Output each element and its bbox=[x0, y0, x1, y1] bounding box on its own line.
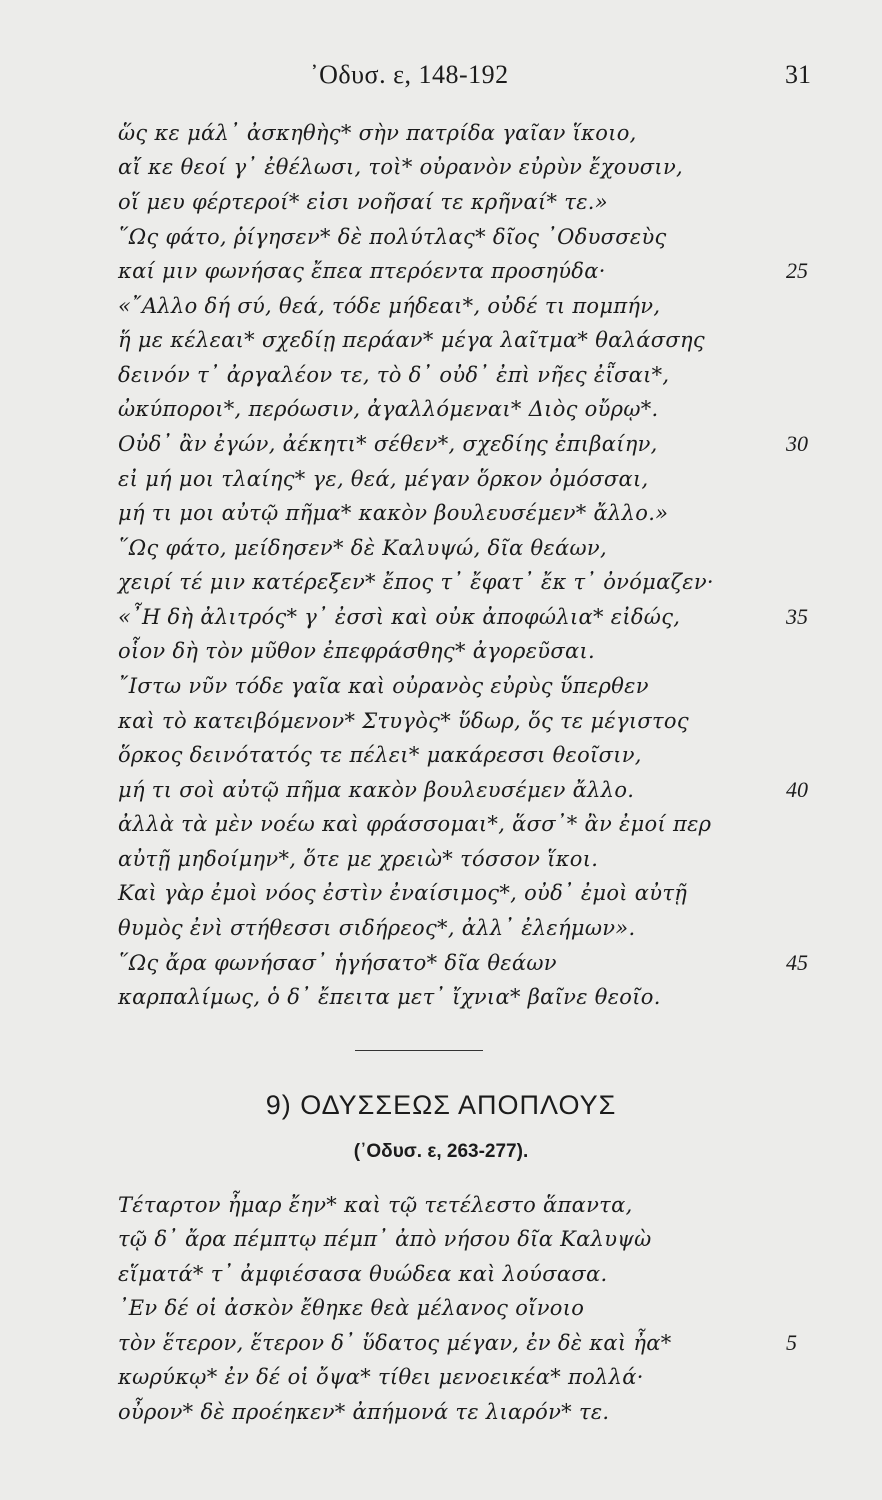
verse-line: ἀλλὰ τὰ μὲν νοέω καὶ φράσσομαι*, ἅσσ᾿* ἂν ἐμοί περ bbox=[118, 812, 712, 836]
verse-line: ῞Ως φάτο, ῥίγησεν* δὲ πολύτλας* δῖος ᾿Οδυσσεὺς bbox=[118, 225, 667, 249]
verse-line: αὐτῇ μηδοίμην*, ὅτε με χρειὼ* τόσσον ἵκοι. bbox=[118, 847, 599, 871]
verse-line: «῎Αλλο δή σύ, θεά, τόδε μήδεαι*, οὐδέ τι πομπήν, bbox=[118, 294, 661, 318]
verse-line: δεινόν τ᾿ ἀργαλέον τε, τὸ δ᾿ οὐδ᾿ ἐπὶ νῆες ἐῗσαι*, bbox=[118, 363, 670, 387]
verse-line: χειρί τέ μιν κατέρεξεν* ἔπος τ᾿ ἔφατ᾿ ἔκ τ᾿ ὀνόμαζεν· bbox=[118, 570, 714, 594]
line-number: 45 bbox=[786, 950, 808, 975]
verse-line: μή τι σοὶ αὐτῷ πῆμα κακὸν βουλευσέμεν ἄλλο. bbox=[118, 778, 635, 802]
verse-line: ὠκύποροι*, περόωσιν, ἀγαλλόμεναι* Διὸς οὔρῳ*. bbox=[118, 397, 659, 421]
line-number: 25 bbox=[786, 258, 808, 283]
line-number: 40 bbox=[786, 777, 808, 802]
verse-line: θυμὸς ἐνὶ στήθεσσι σιδήρεος*, ἀλλ᾿ ἐλεήμων». bbox=[118, 916, 636, 940]
section-heading: 9) ΟΔΥΣΣΕΩΣ ΑΠΟΠΛΟΥΣ bbox=[265, 1090, 617, 1120]
verse-line: «῏Η δὴ ἀλιτρός* γ᾿ ἐσσὶ καὶ οὐκ ἀποφώλια* εἰδώς, bbox=[118, 605, 681, 629]
line-number: 5 bbox=[786, 1330, 797, 1355]
verse-line: καί μιν φωνήσας ἔπεα πτερόεντα προσηύδα· bbox=[118, 259, 606, 283]
verse-line: καὶ τὸ κατειβόμενον* Στυγὸς* ὕδωρ, ὅς τε μέγιστος bbox=[118, 709, 689, 733]
verse-line: Καὶ γὰρ ἐμοὶ νόος ἐστὶν ἐναίσιμος*, οὐδ᾿ ἐμοὶ αὐτῇ bbox=[118, 881, 688, 905]
verse-line: Οὐδ᾿ ἂν ἐγών, ἀέκητι* σέθεν*, σχεδίης ἐπιβαίην, bbox=[118, 432, 658, 456]
verse-line: ἥ με κέλεαι* σχεδίῃ περάαν* μέγα λαῖτμα* θαλάσσης bbox=[118, 328, 705, 352]
verse-line: ῞Ως ἄρα φωνήσασ᾿ ἡγήσατο* δῖα θεάων bbox=[118, 951, 557, 975]
verse-line: τὸν ἕτερον, ἕτερον δ᾿ ὕδατος μέγαν, ἐν δὲ καὶ ἦα* bbox=[118, 1331, 672, 1355]
verse-line: οἵ μευ φέρτεροί* εἰσι νοῆσαί τε κρῆναί* τε.» bbox=[118, 190, 608, 214]
line-number: 35 bbox=[786, 604, 808, 629]
verse-line: καρπαλίμως, ὁ δ᾿ ἔπειτα μετ᾿ ἴχνια* βαῖνε θεοῖο. bbox=[118, 985, 661, 1009]
section-divider bbox=[355, 1050, 483, 1051]
verse-line: ὥς κε μάλ᾿ ἀσκηθὴς* σὴν πατρίδα γαῖαν ἵκοιο, bbox=[118, 121, 637, 145]
verse-line: ῞Ως φάτο, μείδησεν* δὲ Καλυψώ, δῖα θεάων, bbox=[118, 536, 607, 560]
page-number: 31 bbox=[785, 60, 811, 89]
verse-line: εἰ μή μοι τλαίης* γε, θεά, μέγαν ὅρκον ὀμόσσαι, bbox=[118, 467, 649, 491]
verse-line: ὅρκος δεινότατός τε πέλει* μακάρεσσι θεοῖσιν, bbox=[118, 743, 642, 767]
running-header: ᾿Οδυσ. ε, 148-192 bbox=[310, 60, 509, 89]
verse-line: Τέταρτον ἦμαρ ἔην* καὶ τῷ τετέλεστο ἅπαντα, bbox=[118, 1193, 633, 1217]
verse-line: τῷ δ᾿ ἄρα πέμπτῳ πέμπ᾿ ἀπὸ νήσου δῖα Καλυψὼ bbox=[118, 1227, 652, 1251]
verse-line: οὖρον* δὲ προέηκεν* ἀπήμονά τε λιαρόν* τε. bbox=[118, 1400, 610, 1424]
line-number: 30 bbox=[786, 431, 808, 456]
verse-line: κωρύκῳ* ἐν δέ οἱ ὄψα* τίθει μενοεικέα* πολλά· bbox=[118, 1365, 644, 1389]
verse-line: αἴ κε θεοί γ᾿ ἐθέλωσι, τοὶ* οὐρανὸν εὐρὺν ἔχουσιν, bbox=[118, 155, 683, 179]
verse-line: οἷον δὴ τὸν μῦθον ἐπεφράσθης* ἀγορεῦσαι. bbox=[118, 639, 595, 663]
verse-line: ᾿Εν δέ οἱ ἀσκὸν ἔθηκε θεὰ μέλανος οἴνοιο bbox=[118, 1296, 585, 1320]
verse-line: εἵματά* τ᾿ ἀμφιέσασα θυώδεα καὶ λούσασα. bbox=[118, 1262, 608, 1286]
verse-line: ῎Ιστω νῦν τόδε γαῖα καὶ οὐρανὸς εὐρὺς ὕπερθεν bbox=[118, 674, 649, 698]
verse-line: μή τι μοι αὐτῷ πῆμα* κακὸν βουλευσέμεν* ἄλλο.» bbox=[118, 501, 669, 525]
section-source-reference: (᾿Οδυσ. ε, 263-277). bbox=[353, 1141, 529, 1162]
